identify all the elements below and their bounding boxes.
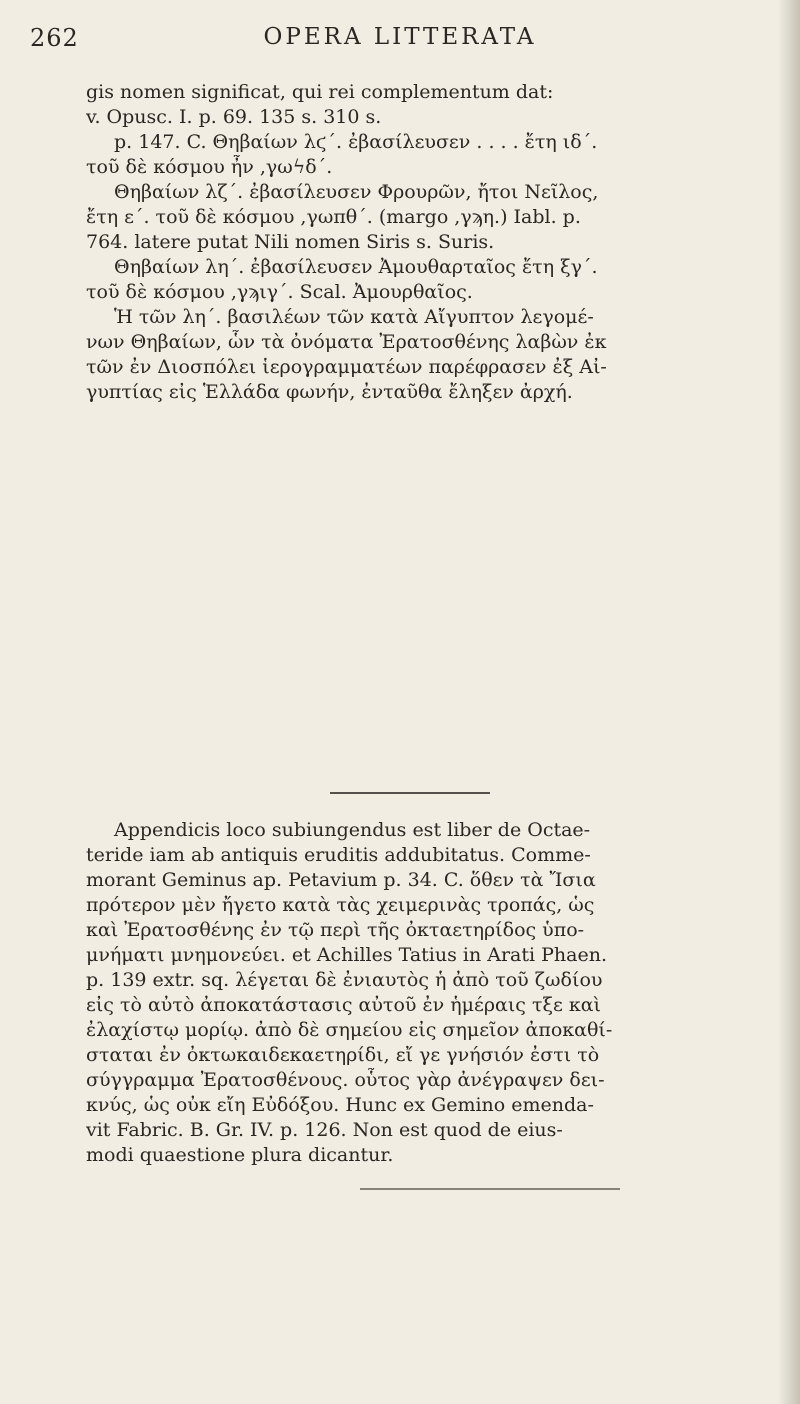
- text-line: τοῦ δὲ κόσμου ἦν ,γωϟδ΄.: [86, 156, 333, 178]
- text-line: vit Fabric. B. Gr. IV. p. 126. Non est quod de eius-: [86, 1119, 563, 1141]
- paragraph-appendix: [86, 818, 766, 1168]
- text-line: τῶν ἐν Διοσπόλει ἱερογραμματέων παρέφρασεν ἐξ Αἰ-: [86, 356, 607, 378]
- text-line: morant Geminus ap. Petavium p. 34. C. ὅθεν τὰ Ἴσια: [86, 869, 596, 891]
- text-line: σύγγραμμα Ἐρατοσθένους. οὗτος γὰρ ἀνέγραψεν δει-: [86, 1069, 605, 1091]
- text-line: μνήματι μνημονεύει. et Achilles Tatius in Arati Phaen.: [86, 944, 607, 966]
- text-line: modi quaestione plura dicantur.: [86, 1144, 394, 1166]
- running-head: OPERA LITTERATA: [263, 24, 537, 50]
- text-line: 764. latere putat Nili nomen Siris s. Suris.: [86, 231, 495, 253]
- text-line: Θηβαίων λη΄. ἐβασίλευσεν Ἀμουθαρταῖος ἔτη ξγ΄.: [114, 256, 598, 278]
- text-line: v. Opusc. I. p. 69. 135 s. 310 s.: [86, 106, 382, 128]
- text-line: ἐλαχίστῳ μορίῳ. ἀπὸ δὲ σημείου εἰς σημεῖον ἀποκαθί-: [86, 1019, 613, 1041]
- text-line: Θηβαίων λζ΄. ἐβασίλευσεν Φρουρῶν, ἤτοι Νεῖλος,: [114, 181, 599, 203]
- text-line: σταται ἐν ὀκτωκαιδεκαετηρίδι, εἴ γε γνήσιόν ἐστι τὸ: [86, 1044, 600, 1066]
- paragraph-chronology: [86, 80, 766, 405]
- text-line: κνύς, ὡς οὐκ εἴη Εὐδόξου. Hunc ex Gemino emenda-: [86, 1094, 594, 1116]
- text-line: γυπτίας εἰς Ἑλλάδα φωνήν, ἐνταῦθα ἔληξεν ἀρχή.: [86, 381, 573, 403]
- text-line: Ἡ τῶν λη΄. βασιλέων τῶν κατὰ Αἴγυπτον λεγομέ-: [114, 306, 594, 328]
- page-edge-shadow: [778, 0, 800, 1404]
- page-header: [30, 18, 770, 58]
- section-divider: [330, 792, 490, 794]
- text-line: Appendicis loco subiungendus est liber de Octae-: [114, 819, 591, 841]
- text-line: εἰς τὸ αὐτὸ ἀποκατάστασις αὐτοῦ ἐν ἡμέραις τξε καὶ: [86, 994, 601, 1016]
- text-line: καὶ Ἐρατοσθένης ἐν τῷ περὶ τῆς ὀκταετηρίδος ὑπο-: [86, 919, 585, 941]
- text-line: p. 147. C. Θηβαίων λϛ΄. ἐβασίλευσεν . . . . ἔτη ιδ΄.: [114, 131, 598, 153]
- text-line: teride iam ab antiquis eruditis addubitatus. Comme-: [86, 844, 591, 866]
- text-line: νων Θηβαίων, ὧν τὰ ὀνόματα Ἐρατοσθένης λαβὼν ἐκ: [86, 331, 607, 353]
- text-line: gis nomen significat, qui rei complementum dat:: [86, 81, 554, 103]
- text-line: ἔτη ε΄. τοῦ δὲ κόσμου ,γωπθ΄. (margo ,γϡη.) Iabl. p.: [86, 206, 581, 228]
- text-line: p. 139 extr. sq. λέγεται δὲ ἐνιαυτὸς ἡ ἀπὸ τοῦ ζωδίου: [86, 969, 603, 991]
- text-line: τοῦ δὲ κόσμου ,γϡιγ΄. Scal. Ἀμουρθαῖος.: [86, 281, 473, 303]
- footer-rule: [360, 1188, 620, 1190]
- page-number: 262: [30, 24, 79, 52]
- text-line: πρότερον μὲν ἤγετο κατὰ τὰς χειμερινὰς τροπάς, ὡς: [86, 894, 595, 916]
